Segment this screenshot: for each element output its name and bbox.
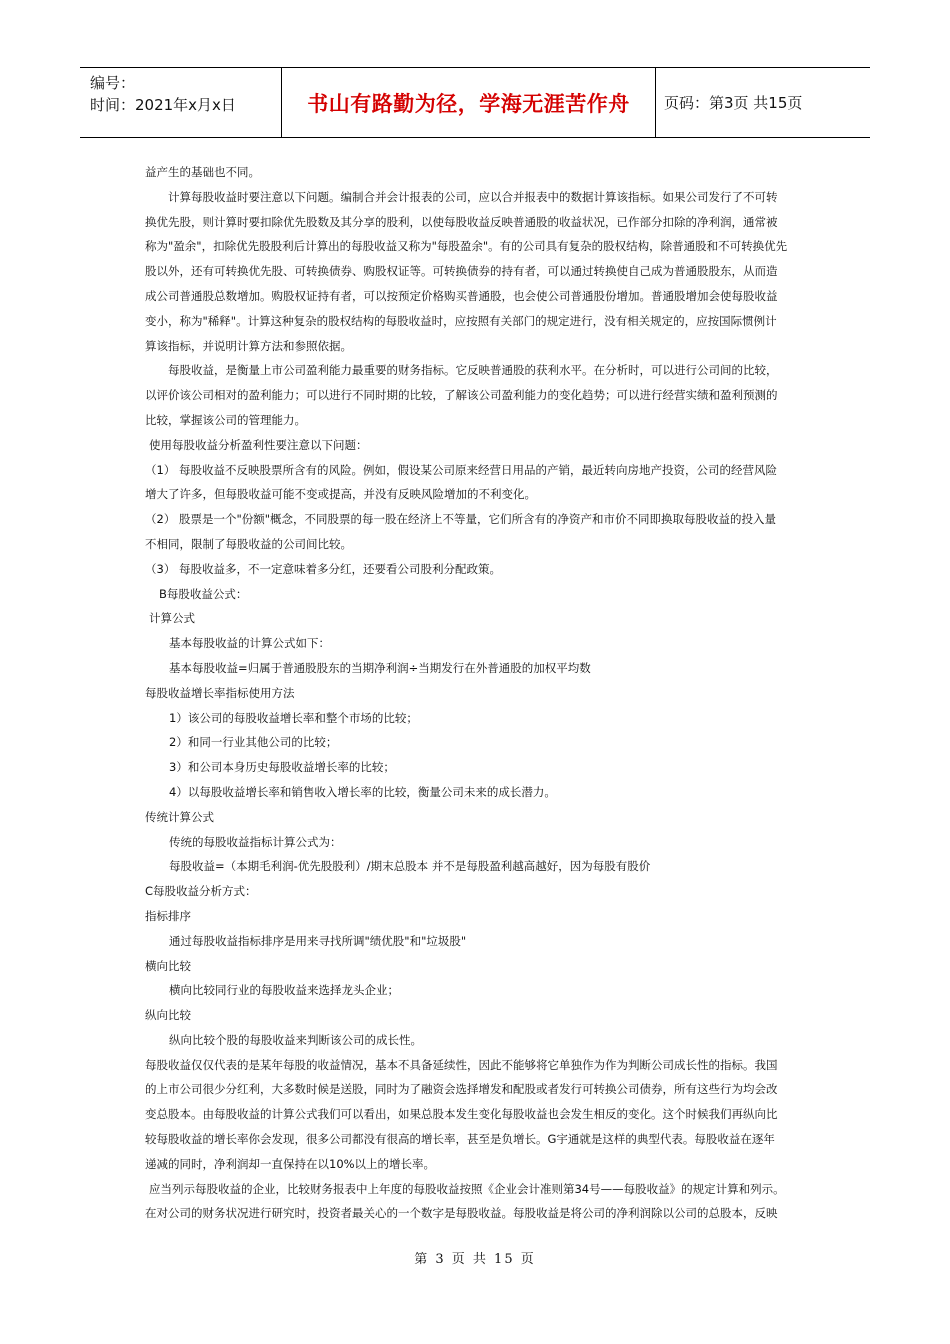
body-text-line: 1）该公司的每股收益增长率和整个市场的比较； — [169, 710, 418, 725]
body-text-line: （3） 每股收益多，不一定意味着多分红，还要看公司股利分配政策。 — [145, 561, 501, 576]
body-text-line: 使用每股收益分析盈利性要注意以下问题： — [149, 437, 368, 452]
body-text-line: 算该指标，并说明计算方法和参照依据。 — [145, 338, 352, 353]
body-text-line: 增大了许多，但每股收益可能不变或提高，并没有反映风险增加的不利变化。 — [145, 487, 536, 502]
body-text-line: 比较，掌握该公司的管理能力。 — [145, 412, 306, 427]
header-motto-cell — [282, 68, 656, 137]
body-text-line: 指标排序 — [145, 908, 191, 923]
body-text-line: 纵向比较个股的每股收益来判断该公司的成长性。 — [169, 1032, 422, 1047]
body-text-line: 每股收益仅仅代表的是某年每股的收益情况，基本不具备延续性，因此不能够将它单独作为作为判断公司成长性的指标。我国 — [145, 1057, 778, 1072]
body-text-line: 横向比较同行业的每股收益来选择龙头企业； — [169, 983, 399, 998]
body-text-line: 应当列示每股收益的企业，比较财务报表中上年度的每股收益按照《企业会计准则第34号——每股收益》的规定计算和列示。 — [149, 1181, 785, 1196]
body-text-line: 在对公司的财务状况进行研究时，投资者最关心的一个数字是每股收益。每股收益是将公司的净利润除以公司的总股本，反映 — [145, 1206, 778, 1221]
body-text-line: 的上市公司很少分红利，大多数时候是送股，同时为了融资会选择增发和配股或者发行可转换公司债券，所有这些行为均会改 — [145, 1082, 778, 1097]
body-text-line: 每股收益增长率指标使用方法 — [145, 685, 295, 700]
document-body — [145, 160, 815, 1226]
body-text-line: 称为"盈余"，扣除优先股股利后计算出的每股收益又称为"每股盈余"。有的公司具有复杂的股权结构，除普通股和不可转换优先 — [145, 239, 788, 254]
body-text-line: 股以外，还有可转换优先股、可转换债券、购股权证等。可转换债券的持有者，可以通过转换使自己成为普通股股东，从而造 — [145, 264, 778, 279]
number-label: 编号： — [90, 74, 136, 92]
body-text-line: 变总股本。由每股收益的计算公式我们可以看出，如果总股本发生变化每股收益也会发生相反的变化。这个时候我们再纵向比 — [145, 1107, 778, 1122]
body-text-line: 传统的每股收益指标计算公式为： — [169, 834, 342, 849]
time-label: 时间：2021年x月x日 — [90, 96, 236, 114]
header-table — [80, 67, 870, 138]
page-number-label: 页码：第3页 共15页 — [664, 94, 803, 112]
body-text-line: 以评价该公司相对的盈利能力；可以进行不同时期的比较，了解该公司盈利能力的变化趋势；可以进行经营实绩和盈利预测的 — [145, 388, 778, 403]
body-text-line: 成公司普通股总数增加。购股权证持有者，可以按预定价格购买普通股，也会使公司普通股份增加。普通股增加会使每股收益 — [145, 288, 778, 303]
body-text-line: 3）和公司本身历史每股收益增长率的比较； — [169, 760, 395, 775]
body-text-line: （2） 股票是一个"份额"概念，不同股票的每一股在经济上不等量，它们所含有的净资产和市价不同即换取每股收益的投入量 — [145, 512, 777, 527]
body-text-line: 基本每股收益的计算公式如下： — [169, 636, 330, 651]
body-text-line: 计算公式 — [149, 611, 195, 626]
body-text-line: 递减的同时，净利润却一直保持在以10%以上的增长率。 — [145, 1156, 436, 1171]
body-text-line: 4）以每股收益增长率和销售收入增长率的比较，衡量公司未来的成长潜力。 — [169, 784, 556, 799]
body-text-line: 变小，称为"稀释"。计算这种复杂的股权结构的每股收益时，应按照有关部门的规定进行，没有相关规定的，应按国际惯例计 — [145, 313, 777, 328]
header-page-cell — [656, 68, 870, 137]
body-text-line: 换优先股，则计算时要扣除优先股数及其分享的股利，以使每股收益反映普通股的收益状况，已作部分扣除的净利润，通常被 — [145, 214, 778, 229]
body-text-line: 基本每股收益=归属于普通股股东的当期净利润÷当期发行在外普通股的加权平均数 — [169, 660, 591, 675]
body-text-line: 每股收益=（本期毛利润-优先股股利）/期末总股本 并不是每股盈利越高越好，因为每股有股价 — [169, 859, 651, 874]
body-text-line: 较每股收益的增长率你会发现，很多公司都没有很高的增长率，甚至是负增长。G宇通就是这样的典型代表。每股收益在逐年 — [145, 1132, 775, 1147]
body-text-line: 通过每股收益指标排序是用来寻找所调"绩优股"和"垃圾股" — [169, 933, 467, 948]
body-text-line: 不相同，限制了每股收益的公司间比较。 — [145, 536, 352, 551]
body-text-line: （1） 每股收益不反映股票所含有的风险。例如，假设某公司原来经营日用品的产销，最近转向房地产投资，公司的经营风险 — [145, 462, 777, 477]
page-footer: 第 3 页 共 15 页 — [414, 1252, 536, 1267]
header-left-cell — [80, 68, 282, 137]
body-text-line: B每股收益公式： — [159, 586, 248, 601]
body-text-line: C每股收益分析方式： — [145, 884, 257, 899]
body-text-line: 每股收益，是衡量上市公司盈利能力最重要的财务指标。它反映普通股的获利水平。在分析时，可以进行公司间的比较， — [168, 363, 778, 378]
body-text-line: 2）和同一行业其他公司的比较； — [169, 735, 338, 750]
body-text-line: 传统计算公式 — [145, 809, 214, 824]
body-text-line: 计算每股收益时要注意以下问题。编制合并会计报表的公司，应以合并报表中的数据计算该指标。如果公司发行了不可转 — [168, 189, 778, 204]
body-text-line: 益产生的基础也不同。 — [145, 165, 260, 179]
motto-text: 书山有路勤为径，学海无涯苦作舟 — [307, 91, 630, 116]
body-text-line: 横向比较 — [145, 958, 191, 973]
body-text-line: 纵向比较 — [145, 1008, 191, 1023]
